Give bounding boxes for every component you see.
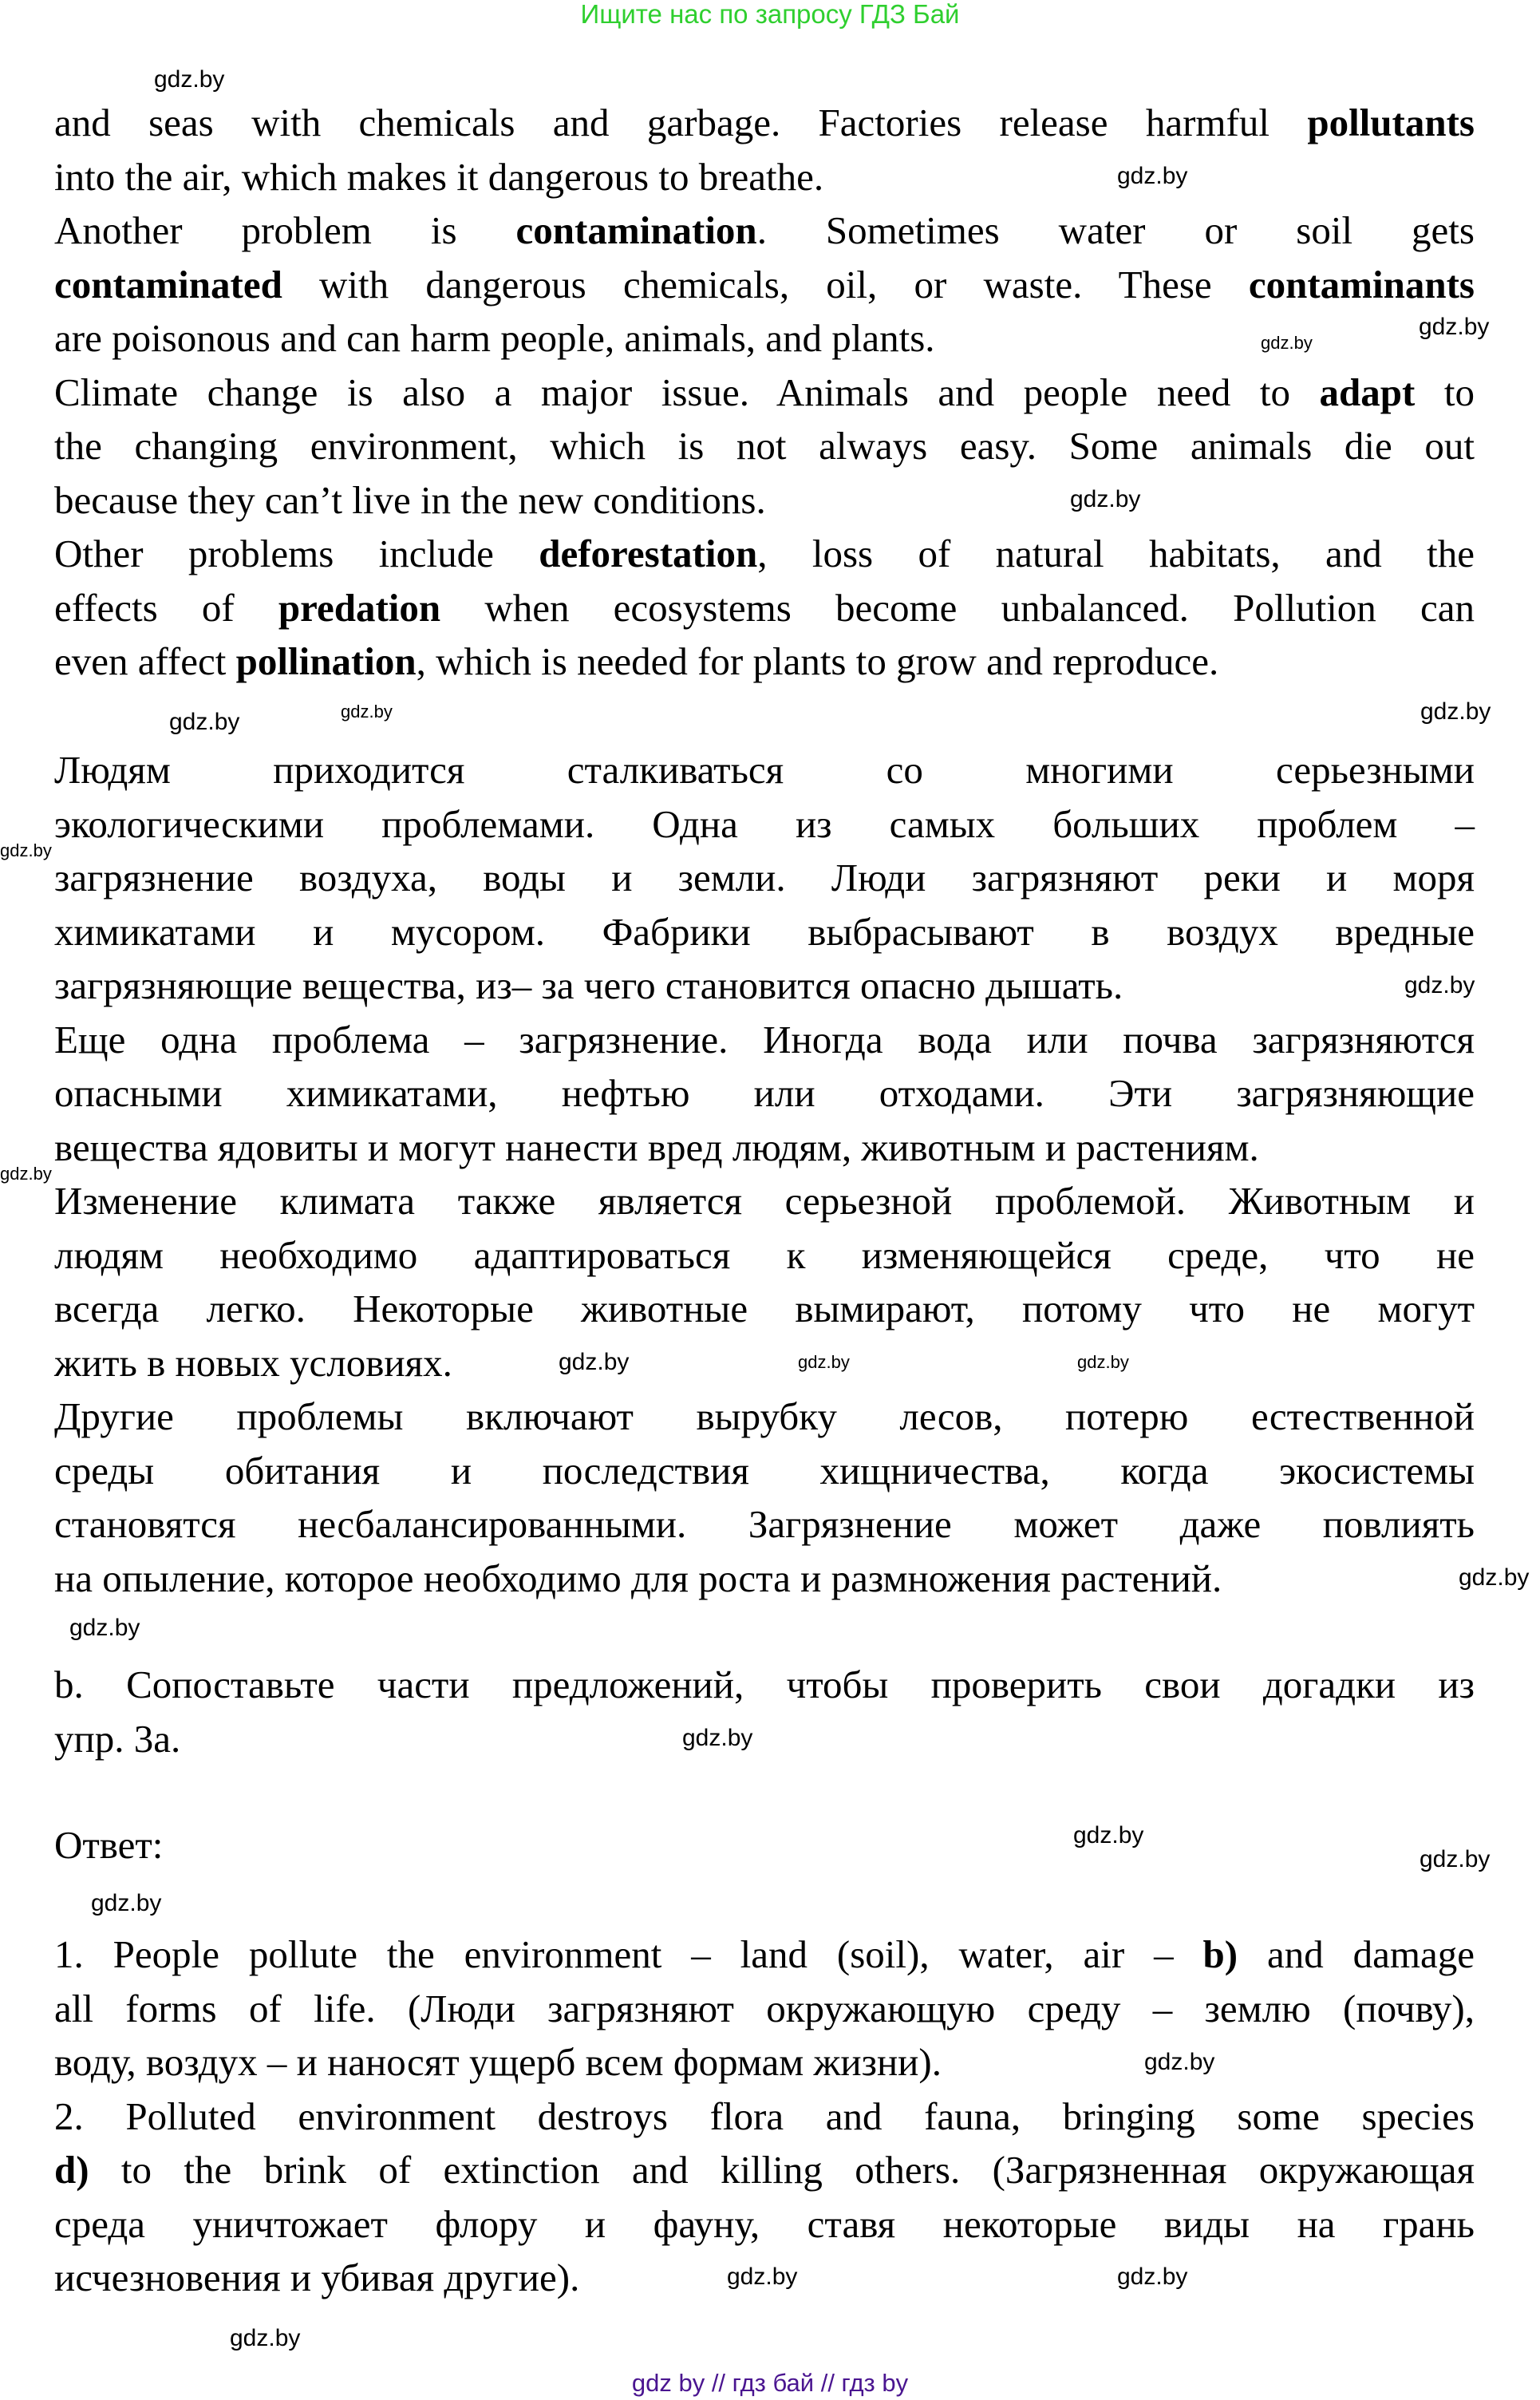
watermark: gdz.by (154, 66, 225, 93)
text-run: effects of (54, 585, 278, 630)
text-run: людям необходимо адаптироваться к изменяющейся среде, что не (54, 1232, 1475, 1277)
text-line (54, 1013, 1475, 1067)
watermark: gdz.by (1117, 163, 1188, 189)
text-run: because they can’t live in the new conditions. (54, 477, 766, 522)
text-line (54, 419, 1475, 473)
text-run: загрязняющие вещества, из– за чего становится опасно дышать. (54, 963, 1123, 1007)
text-line (54, 473, 1475, 528)
text-run: when ecosystems become unbalanced. Pollution can (440, 585, 1475, 630)
text-line (54, 959, 1475, 1013)
answer-label (54, 1818, 1475, 1872)
english-text (54, 96, 1475, 689)
text-run: and seas with chemicals and garbage. Factories release harmful (54, 101, 1308, 144)
answer-list (54, 1928, 1475, 2305)
text-run: Еще одна проблема – загрязнение. Иногда вода или почва загрязняются (54, 1017, 1475, 1062)
text-run: Людям приходится сталкиваться со многими серьезными (54, 748, 1475, 792)
russian-translation (54, 743, 1475, 1605)
text-run: становятся несбалансированными. Загрязнение может даже повлиять (54, 1502, 1475, 1546)
watermark: gdz.by (1459, 1564, 1530, 1591)
text-run: экологическими проблемами. Одна из самых больших проблем – (54, 801, 1475, 846)
text-run: and damage (1238, 1932, 1475, 1976)
text-line (54, 1818, 1475, 1872)
text-line (54, 1066, 1475, 1121)
watermark: gdz.by (727, 2264, 798, 2290)
text-line (54, 2197, 1475, 2252)
watermark: gdz.by (169, 709, 240, 735)
text-run: воду, воздух – и наносят ущерб всем формам жизни). (54, 2040, 942, 2084)
watermark: gdz.by (1117, 2264, 1188, 2290)
text-line (54, 581, 1475, 635)
text-run: , loss of natural habitats, and the (757, 532, 1475, 575)
text-line (54, 635, 1475, 689)
text-line (54, 1712, 1475, 1766)
text-run: Climate change is also a major issue. Animals and people need to (54, 370, 1320, 414)
text-line (54, 1497, 1475, 1552)
text-run: all forms of life. (Люди загрязняют окружающую среду – землю (почву), (54, 1986, 1475, 2030)
watermark: gdz.by (1144, 2049, 1215, 2075)
text-run: исчезновения и убивая другие). (54, 2256, 580, 2299)
text-run: Other problems include (54, 532, 539, 575)
text-line (54, 366, 1475, 420)
bold-term: pollutants (1307, 101, 1475, 144)
bold-term: adapt (1319, 370, 1416, 414)
text-run: the changing environment, which is not always easy. Some animals die out (54, 424, 1475, 468)
text-line (54, 1444, 1475, 1498)
watermark: gdz.by (69, 1615, 140, 1641)
footer-links[interactable]: gdz by // гдз бай // гдз by (631, 2369, 909, 2397)
search-promo-header[interactable]: Ищите нас по запросу ГДЗ Бай (580, 0, 960, 29)
watermark: gdz.by (0, 840, 52, 860)
text-run: 1. People pollute the environment – land (soil), water, air – (54, 1932, 1203, 1976)
watermark: gdz.by (1077, 1352, 1129, 1372)
text-line (54, 743, 1475, 797)
text-run: Другие проблемы включают вырубку лесов, потерю естественной (54, 1394, 1475, 1438)
text-line (54, 1228, 1475, 1283)
text-line (54, 797, 1475, 852)
text-run: жить в новых условиях. (54, 1340, 452, 1385)
text-line (54, 2090, 1475, 2144)
bold-term: predation (278, 585, 441, 630)
text-run: вещества ядовиты и могут нанести вред людям, животным и растениям. (54, 1125, 1259, 1169)
text-run: , which is needed for plants to grow and reproduce. (416, 639, 1219, 683)
bold-term: contamination (515, 208, 757, 252)
text-run: b. Сопоставьте части предложений, чтобы проверить свои догадки из (54, 1663, 1475, 1706)
text-line (54, 1121, 1475, 1175)
text-line (54, 2035, 1475, 2090)
task-b-instruction (54, 1658, 1475, 1765)
text-run: . Sometimes water or soil gets (756, 208, 1475, 252)
text-run: среда уничтожает флору и фауну, ставя некоторые виды на грань (54, 2201, 1475, 2246)
text-line (54, 1982, 1475, 2036)
text-run: with dangerous chemicals, oil, or waste. These (282, 262, 1249, 306)
text-run: химикатами и мусором. Фабрики выбрасывают в воздух вредные (54, 909, 1475, 954)
text-run: упр. 3а. (54, 1716, 181, 1761)
bold-term: contaminated (54, 262, 282, 306)
text-run: на опыление, которое необходимо для роста и размножения растений. (54, 1556, 1222, 1600)
watermark: gdz.by (682, 1725, 753, 1751)
text-line (54, 150, 1475, 204)
text-run: Изменение климата также является серьезной проблемой. Животным и (54, 1179, 1475, 1223)
text-line (54, 1552, 1475, 1606)
text-line (54, 1282, 1475, 1336)
text-line (54, 1658, 1475, 1712)
text-run: среды обитания и последствия хищничества, когда экосистемы (54, 1448, 1475, 1493)
text-run: Ответ: (54, 1823, 164, 1867)
text-line (54, 527, 1475, 581)
text-run: 2. Polluted environment destroys flora and fauna, bringing some species (54, 2094, 1475, 2138)
text-run: into the air, which makes it dangerous to breathe. (54, 154, 824, 199)
text-line (54, 1336, 1475, 1390)
watermark: gdz.by (1070, 486, 1141, 512)
watermark: gdz.by (1073, 1822, 1144, 1848)
watermark: gdz.by (0, 1164, 52, 1184)
watermark: gdz.by (1404, 972, 1475, 998)
text-run: загрязнение воздуха, воды и земли. Люди загрязняют реки и моря (54, 856, 1475, 900)
text-run: to (1415, 370, 1475, 414)
watermark: gdz.by (1420, 1846, 1491, 1872)
watermark: gdz.by (91, 1890, 162, 1916)
text-line (54, 96, 1475, 150)
text-run: are poisonous and can harm people, animals, and plants. (54, 316, 935, 360)
text-line (54, 2143, 1475, 2197)
watermark: gdz.by (798, 1352, 850, 1372)
watermark: gdz.by (230, 2325, 301, 2351)
watermark: gdz.by (341, 702, 393, 722)
text-run: even affect (54, 639, 236, 683)
text-line (54, 204, 1475, 258)
watermark: gdz.by (559, 1349, 630, 1375)
text-line (54, 1390, 1475, 1444)
text-run: всегда легко. Некоторые животные вымирают, потому что не могут (54, 1287, 1475, 1330)
bold-term: d) (54, 2148, 89, 2192)
text-line (54, 1928, 1475, 1982)
bold-term: b) (1202, 1932, 1238, 1976)
bold-term: pollination (235, 639, 417, 683)
bold-term: contaminants (1248, 262, 1475, 306)
bold-term: deforestation (539, 532, 758, 575)
watermark: gdz.by (1419, 314, 1490, 340)
text-line (54, 258, 1475, 312)
watermark: gdz.by (1261, 333, 1313, 353)
text-run: Another problem is (54, 208, 516, 252)
watermark: gdz.by (1420, 698, 1491, 725)
text-line (54, 851, 1475, 905)
text-line (54, 905, 1475, 959)
text-run: to the brink of extinction and killing others. (Загрязненная окружающая (89, 2148, 1475, 2192)
text-line (54, 1174, 1475, 1228)
text-run: опасными химикатами, нефтью или отходами. Эти загрязняющие (54, 1071, 1475, 1115)
